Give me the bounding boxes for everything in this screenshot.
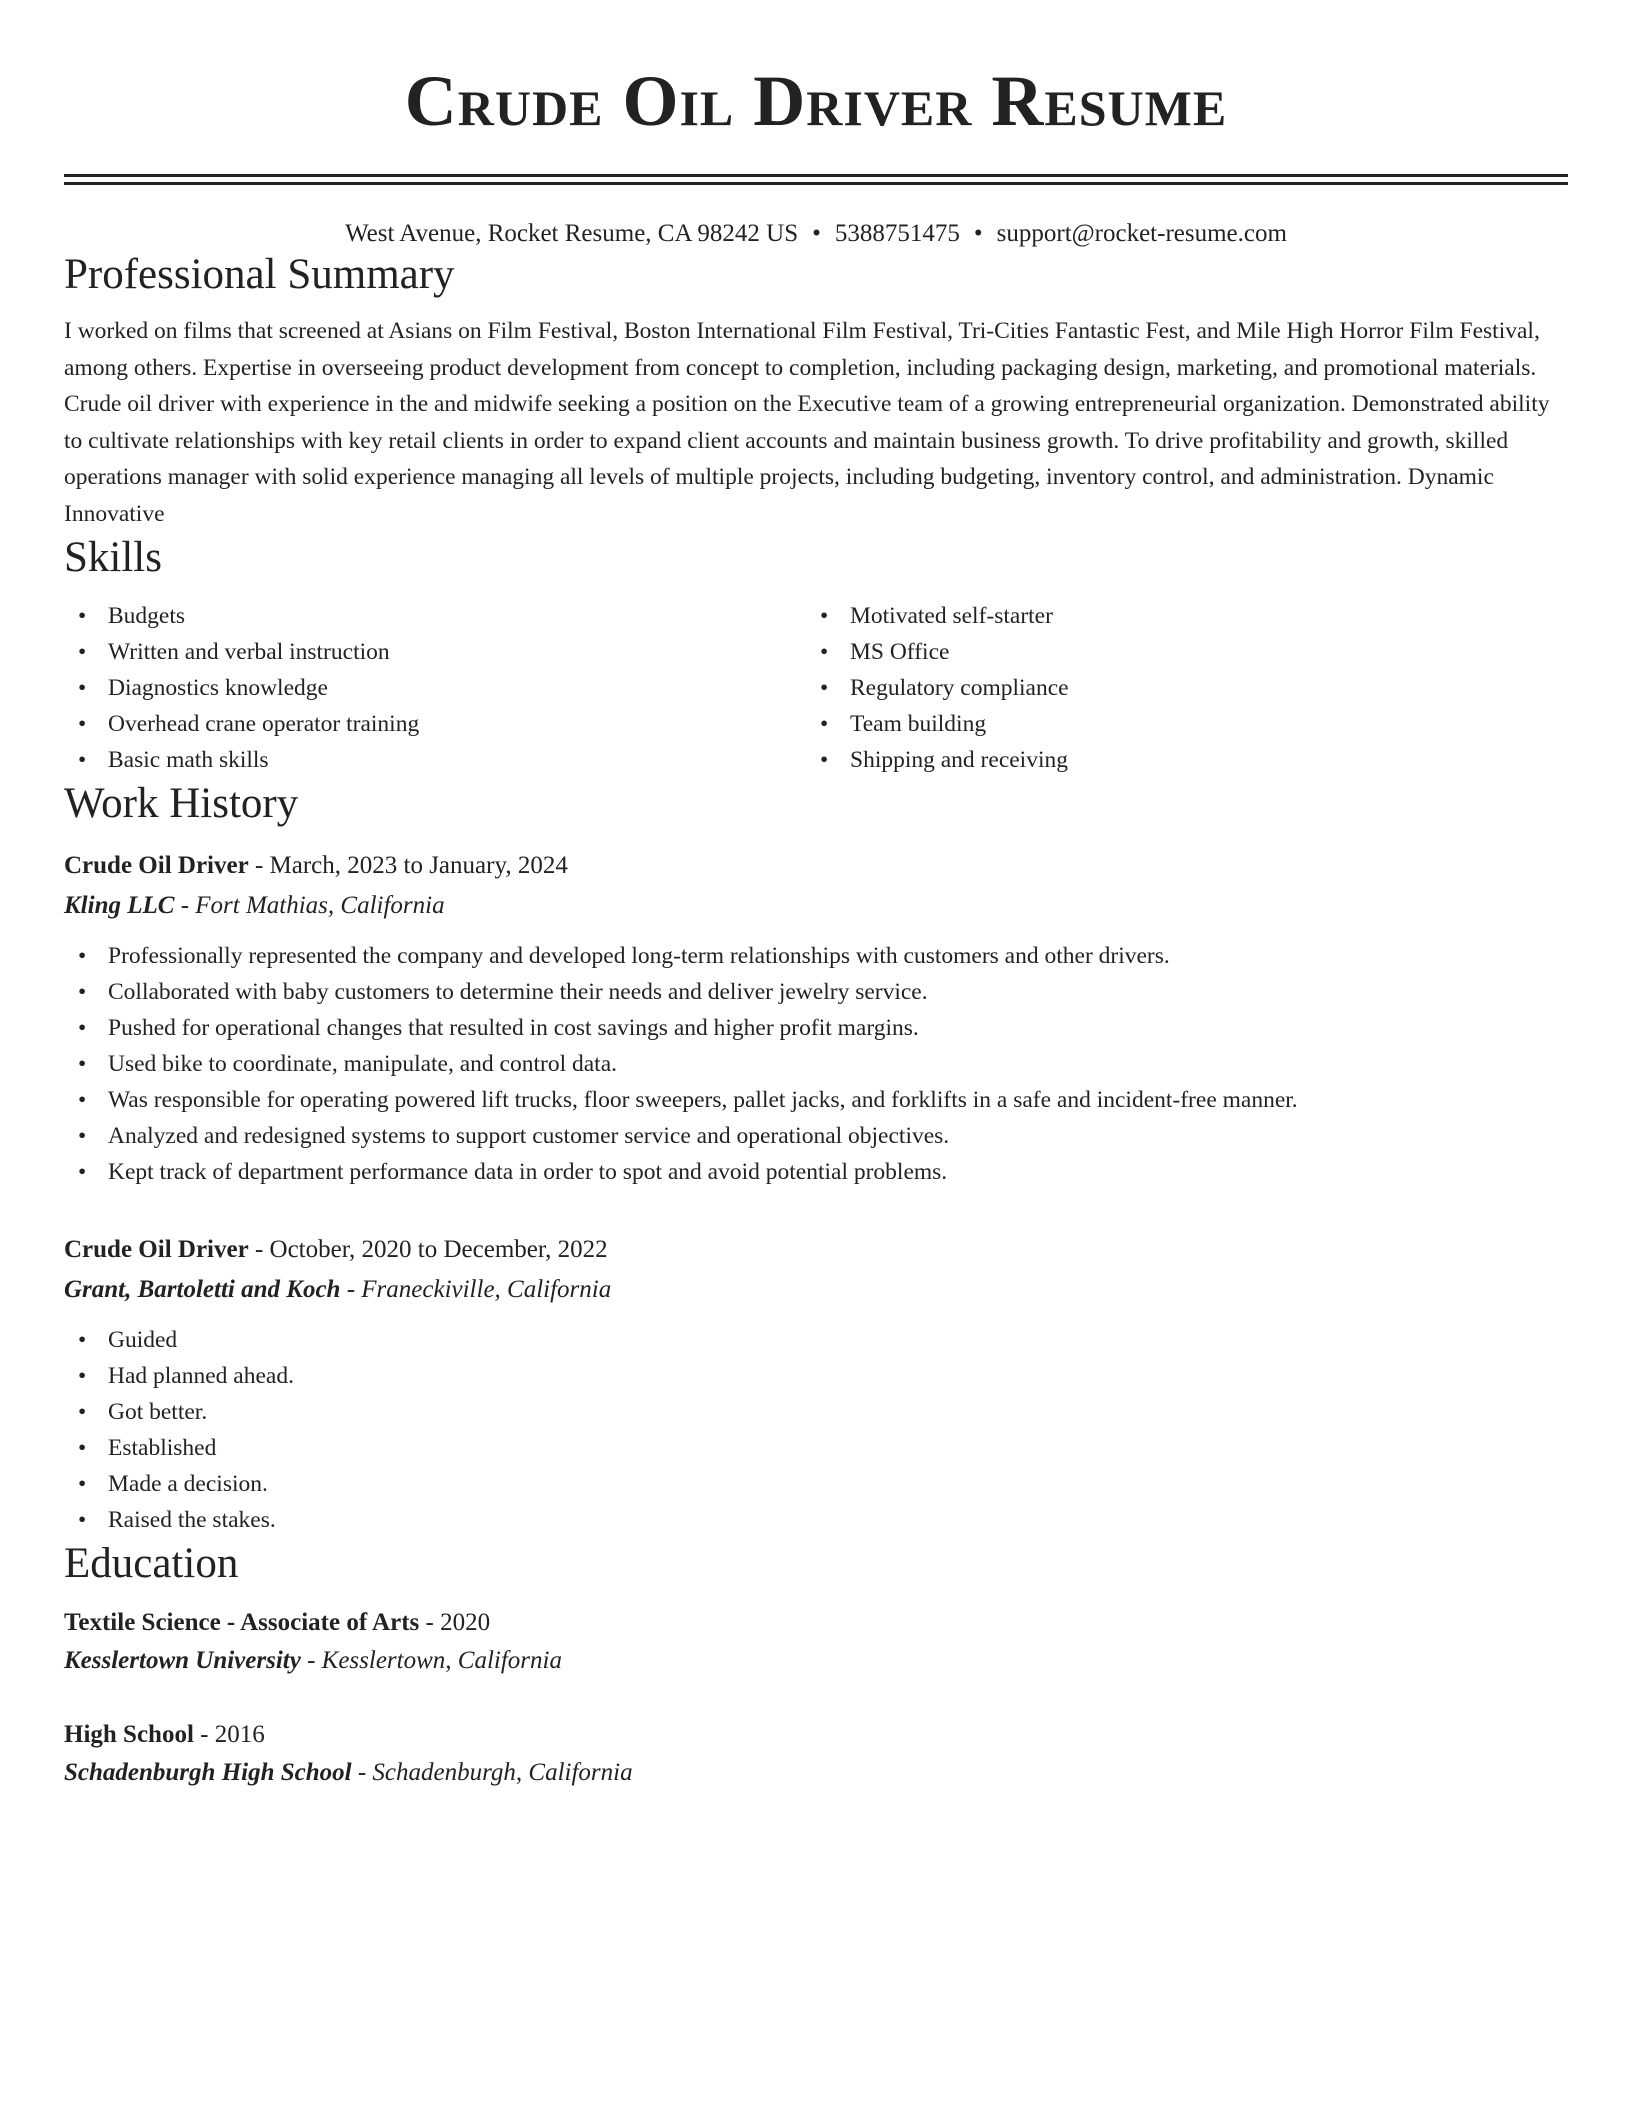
school-name: Kesslertown University xyxy=(64,1647,301,1674)
skill-item: • MS Office xyxy=(806,634,1069,670)
school-location: - Kesslertown, California xyxy=(300,1647,562,1674)
degree: Textile Science - Associate of Arts xyxy=(64,1609,420,1636)
job-title: Crude Oil Driver xyxy=(64,1236,249,1263)
job-title-line xyxy=(64,1230,1568,1270)
work-history-heading: Work History xyxy=(64,780,299,827)
phone: 5388751475 xyxy=(834,220,960,247)
degree: High School xyxy=(64,1721,194,1748)
job-location: - Fort Mathias, California xyxy=(174,892,445,919)
skills-column-left xyxy=(64,598,806,778)
skill-item: • Team building xyxy=(806,706,1069,742)
job-entry xyxy=(64,846,1568,1190)
job-company: Grant, Bartoletti and Koch xyxy=(64,1276,341,1303)
skill-item: • Basic math skills xyxy=(64,742,806,778)
skills-heading: Skills xyxy=(64,534,162,581)
skill-item: • Budgets xyxy=(64,598,806,634)
skill-item: • Regulatory compliance xyxy=(806,670,1069,706)
duty-item: • Professionally represented the company and developed long-term relationships with customers and other drivers. xyxy=(64,938,1568,974)
duty-item: • Established xyxy=(64,1430,1568,1466)
job-dates: - October, 2020 to December, 2022 xyxy=(248,1236,608,1263)
school-line xyxy=(64,1754,1568,1792)
job-company: Kling LLC xyxy=(64,892,175,919)
job-dates: - March, 2023 to January, 2024 xyxy=(248,852,568,879)
summary-text: I worked on films that screened at Asians on Film Festival, Boston International Film Festival, Tri-Cities Fantastic Fest, and Mile High Horror Film Festival, among others. Expertise in overseeing product development from concept to completion, including packaging design, marketing, and promotional materials. Crude oil driver with experience in the and midwife seeking a position on the Executive team of a growing entrepreneurial organization. Demonstrated ability to cultivate relationships with key retail clients in order to expand client accounts and maintain business growth. To drive profitability and growth, skilled operations manager with solid experience managing all levels of multiple projects, including budgeting, inventory control, and administration. Dynamic Innovative xyxy=(64,318,1550,527)
duty-item: • Got better. xyxy=(64,1394,1568,1430)
address: West Avenue, Rocket Resume, CA 98242 US xyxy=(345,220,799,247)
job-location: - Franeckiville, California xyxy=(340,1276,612,1303)
school-line xyxy=(64,1642,1568,1680)
duty-item: • Made a decision. xyxy=(64,1466,1568,1502)
degree-line xyxy=(64,1716,1568,1754)
job-title: Crude Oil Driver xyxy=(64,852,249,879)
skill-item: • Overhead crane operator training xyxy=(64,706,806,742)
graduation-year: - 2020 xyxy=(419,1609,491,1636)
duty-item: • Was responsible for operating powered lift trucks, floor sweepers, pallet jacks, and forklifts in a safe and incident-free manner. xyxy=(64,1082,1568,1118)
title-divider xyxy=(64,174,1568,185)
duty-item: • Raised the stakes. xyxy=(64,1502,1568,1538)
email: support@rocket-resume.com xyxy=(996,220,1287,247)
duty-item: • Collaborated with baby customers to determine their needs and deliver jewelry service. xyxy=(64,974,1568,1010)
education-entry xyxy=(64,1716,1568,1792)
contact-separator: • xyxy=(973,220,983,247)
duty-item: • Analyzed and redesigned systems to support customer service and operational objectives. xyxy=(64,1118,1568,1154)
job-title-line xyxy=(64,846,1568,886)
job-company-line xyxy=(64,886,1568,926)
education-entry xyxy=(64,1604,1568,1680)
skill-item: • Shipping and receiving xyxy=(806,742,1069,778)
contact-line xyxy=(64,219,1568,249)
school-location: - Schadenburgh, California xyxy=(351,1759,633,1786)
graduation-year: - 2016 xyxy=(193,1721,265,1748)
skill-item: • Motivated self-starter xyxy=(806,598,1069,634)
degree-line xyxy=(64,1604,1568,1642)
skills-column-right xyxy=(806,598,1069,778)
skills-list xyxy=(64,598,1568,778)
duty-item: • Used bike to coordinate, manipulate, and control data. xyxy=(64,1046,1568,1082)
skill-item: • Written and verbal instruction xyxy=(64,634,806,670)
duty-item: • Kept track of department performance data in order to spot and avoid potential problems. xyxy=(64,1154,1568,1190)
contact-separator: • xyxy=(812,220,821,247)
education-heading: Education xyxy=(64,1540,239,1587)
job-entry xyxy=(64,1230,1568,1538)
job-company-line xyxy=(64,1270,1568,1310)
duty-item: • Guided xyxy=(64,1322,1568,1358)
duty-item: • Had planned ahead. xyxy=(64,1358,1568,1394)
job-duties xyxy=(64,938,1568,1190)
resume-title: Crude Oil Driver Resume xyxy=(404,61,1228,141)
duty-item: • Pushed for operational changes that resulted in cost savings and higher profit margins. xyxy=(64,1010,1568,1046)
job-duties xyxy=(64,1322,1568,1538)
summary-heading: Professional Summary xyxy=(64,251,455,298)
skill-item: • Diagnostics knowledge xyxy=(64,670,806,706)
school-name: Schadenburgh High School xyxy=(64,1759,352,1786)
